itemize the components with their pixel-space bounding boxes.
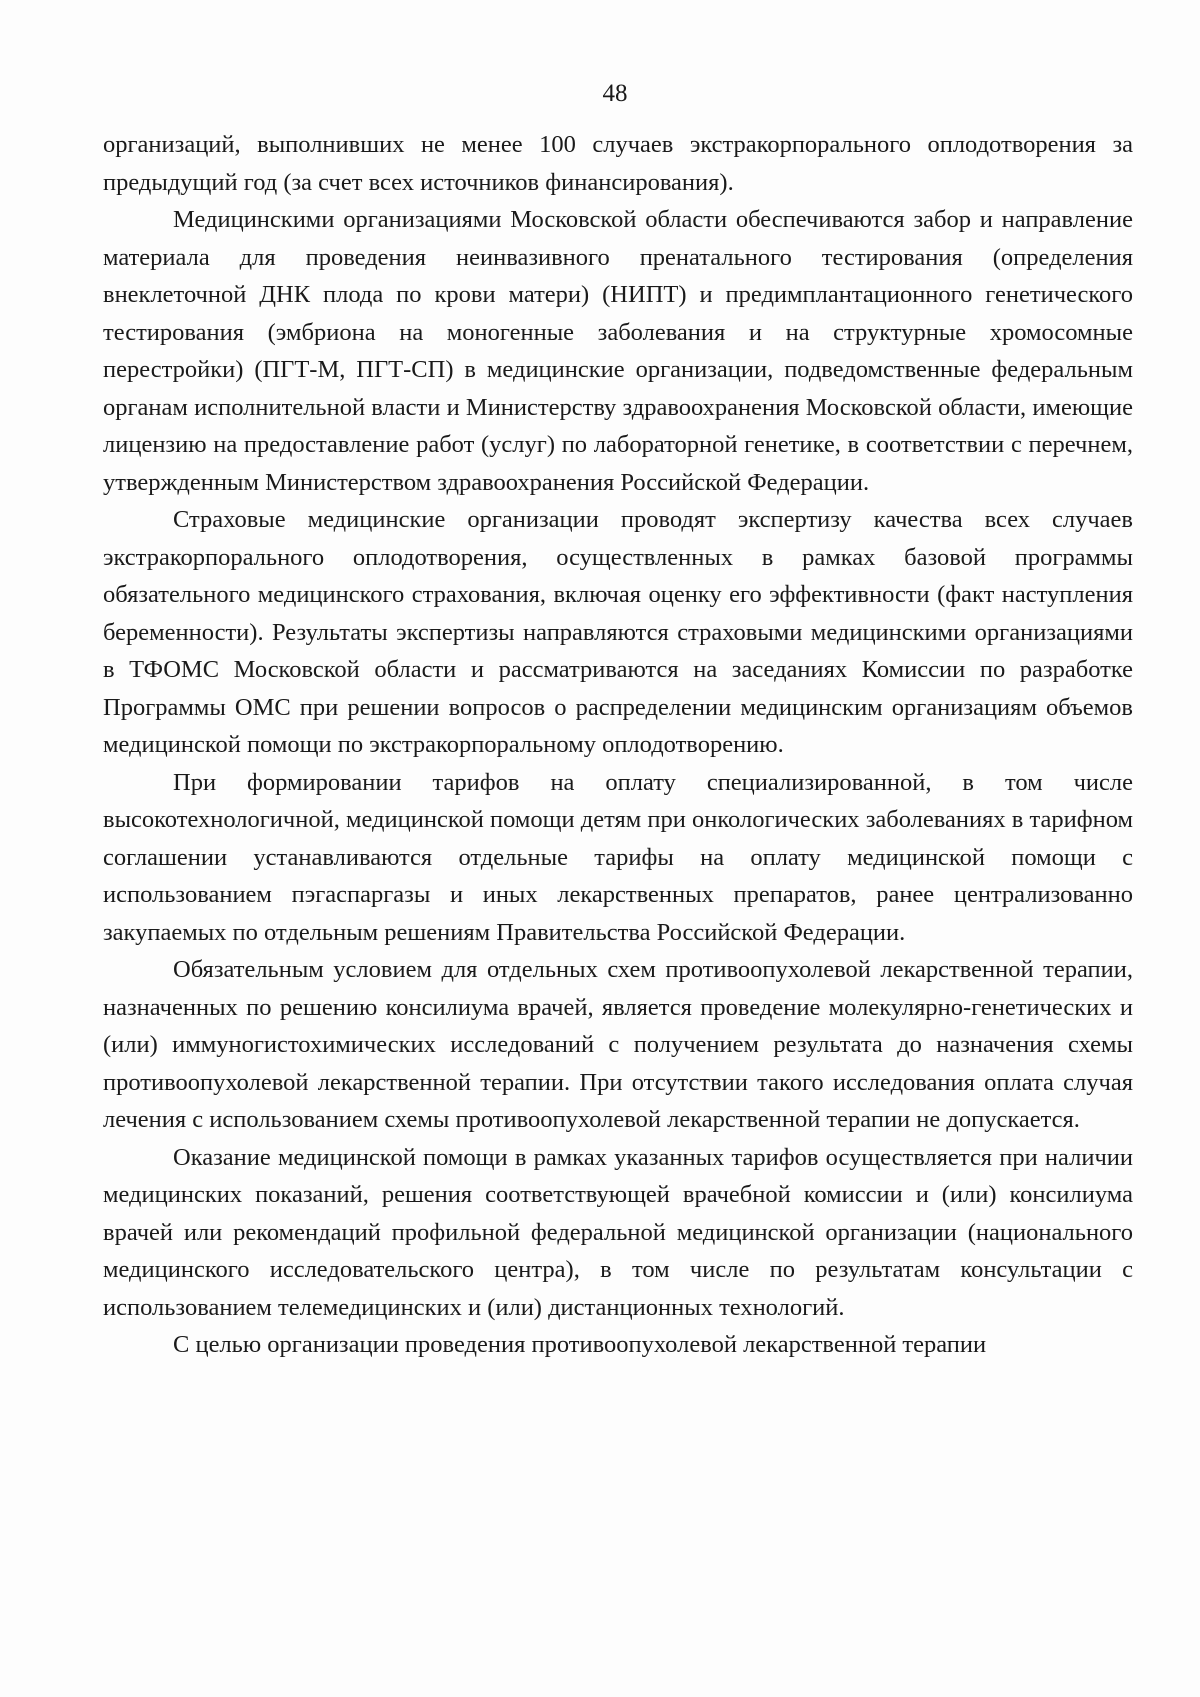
- paragraph-mandatory-condition: Обязательным условием для отдельных схем противоопухолевой лекарственной терапии, назначенных по решению консилиума врачей, является проведение молекулярно-генетических и (или) иммуногистохимических исследований с получением результата до назначения схемы противоопухолевой лекарственной терапии. При отсутствии такого исследования оплата случая лечения с использованием схемы противоопухолевой лекарственной терапии не допускается.: [103, 956, 1133, 1133]
- paragraph-therapy-organization: С целью организации проведения противоопухолевой лекарственной терапии: [173, 1331, 987, 1358]
- paragraph-tariffs-children: При формировании тарифов на оплату специализированной, в том числе высокотехнологичной, медицинской помощи детям при онкологических заболеваниях в тарифном соглашении устанавливаются отдельные тарифы на оплату медицинской помощи с использованием пэгаспаргазы и иных лекарственных препаратов, ранее централизованно закупаемых по отдельным решениям Правительства Российской Федерации.: [103, 768, 1133, 946]
- paragraph-genetic-testing: Медицинскими организациями Московской области обеспечиваются забор и направление материала для проведения неинвазивного пренатального тестирования (определения внеклеточной ДНК плода по крови матери) (НИПТ) и предимплантационного генетического тестирования (эмбриона на моногенные заболевания и на структурные хромосомные перестройки) (ПГТ-М, ПГТ-СП) в медицинские организации, подведомственные федеральным органам исполнительной власти и Министерству здравоохранения Московской области, имеющие лицензию на предоставление работ (услуг) по лабораторной генетике, в соответствии с перечнем, утвержденным Министерством здравоохранения Российской Федерации.: [103, 206, 1133, 496]
- paragraph-insurance-expertise: Страховые медицинские организации проводят экспертизу качества всех случаев экстракорпорального оплодотворения, осуществленных в рамках базовой программы обязательного медицинского страхования, включая оценку его эффективности (факт наступления беременности). Результаты экспертизы направляются страховыми медицинскими организациями в ТФОМС Московской области и рассматриваются на заседаниях Комиссии по разработке Программы ОМС при решении вопросов о распределении медицинским организациям объемов медицинской помощи по экстракорпоральному оплодотворению.: [103, 506, 1133, 758]
- page-number: 48: [602, 80, 628, 107]
- paragraph-continuation: организаций, выполнивших не менее 100 случаев экстракорпорального оплодотворения за предыдущий год (за счет всех источников финансирования).: [103, 131, 1133, 196]
- paragraph-medical-care-provision: Оказание медицинской помощи в рамках указанных тарифов осуществляется при наличии медицинских показаний, решения соответствующей врачебной комиссии и (или) консилиума врачей или рекомендаций профильной федеральной медицинской организации (национального медицинского исследовательского центра), в том числе по результатам консультации с использованием телемедицинских и (или) дистанционных технологий.: [103, 1143, 1133, 1321]
- body-text: [103, 126, 1133, 1364]
